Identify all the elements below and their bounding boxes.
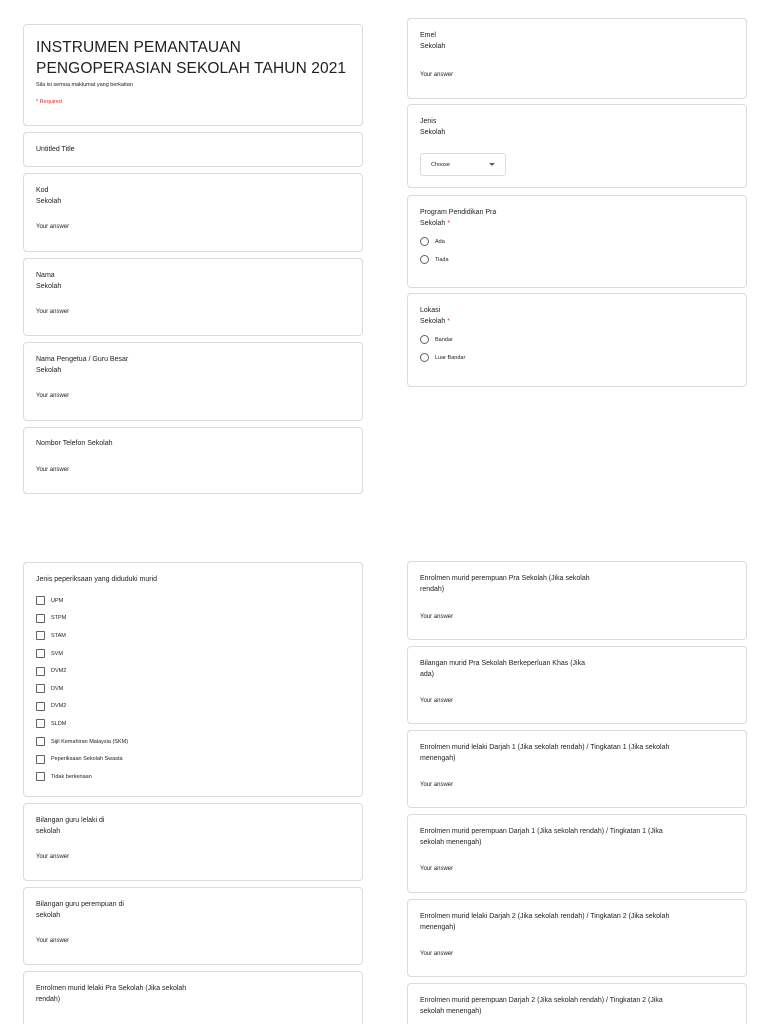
question-jenis-peperiksaan [23,562,363,797]
radio-option-ada[interactable] [420,237,734,246]
question-enrolmen-d2-perempuan [407,983,747,1024]
answer-input[interactable]: Your answer [420,866,454,872]
question-enrolmen-pra-lelaki [23,971,363,1024]
untitled-title: Untitled Title [36,146,75,153]
question-label: Enrolmen murid perempuan Pra Sekolah (Jika sekolah rendah) [420,575,590,593]
form-title: INSTRUMEN PEMANTAUAN PENGOPERASIAN SEKOLAH TAHUN 2021 [36,39,347,77]
answer-input[interactable]: Your answer [420,72,454,78]
question-label: Jenis Sekolah [420,118,446,136]
question-label: Enrolmen murid lelaki Pra Sekolah (Jika sekolah rendah) [36,985,187,1003]
radio-option-bandar[interactable] [420,335,734,344]
checkbox-option[interactable] [36,750,350,768]
option-label: DVM2 [51,668,67,675]
untitled-section-card [23,132,363,167]
question-label: Bilangan guru lelaki di sekolah [36,817,105,835]
question-nombor-telefon [23,427,363,494]
answer-input[interactable]: Your answer [36,467,70,473]
checkbox-icon [36,755,45,764]
checkbox-option[interactable] [36,592,350,610]
question-guru-lelaki [23,803,363,881]
checkbox-option[interactable] [36,680,350,698]
answer-input[interactable]: Your answer [420,614,454,620]
question-label: Bilangan guru perempuan di sekolah [36,901,124,919]
label-text: Program Pendidikan Pra Sekolah [420,209,497,227]
checkbox-icon [36,772,45,781]
answer-input[interactable]: Your answer [36,224,70,230]
answer-input[interactable]: Your answer [420,782,454,788]
question-enrolmen-d1-perempuan [407,814,747,893]
option-label: SVM [51,650,63,657]
question-label: Nombor Telefon Sekolah [36,440,113,447]
checkbox-option[interactable] [36,662,350,680]
form-description: Sila isi semua maklumat yang berkaitan [36,82,133,88]
option-label: DVM [51,685,64,692]
checkbox-icon [36,684,45,693]
question-label: Kod Sekolah [36,187,62,205]
required-note: * Required [36,99,62,105]
question-label: Enrolmen murid perempuan Darjah 1 (Jika sekolah rendah) / Tingkatan 1 (Jika sekolah menengah) [420,828,663,846]
required-asterisk: * [447,220,450,227]
question-kod-sekolah [23,173,363,252]
chevron-down-icon [489,163,495,166]
question-bilangan-khas [407,646,747,724]
question-enrolmen-d1-lelaki [407,730,747,808]
checkbox-icon [36,649,45,658]
checkbox-icon [36,631,45,640]
option-label: STPM [51,615,67,622]
option-label: Tiada [435,256,449,263]
option-label: Peperiksaan Sekolah Swasta [51,756,123,763]
checkbox-option[interactable] [36,715,350,733]
question-program-prasekolah [407,195,747,288]
required-asterisk: * [447,318,450,325]
checkbox-icon [36,667,45,676]
question-nama-sekolah [23,258,363,336]
checkbox-icon [36,614,45,623]
option-label: UPM [51,597,64,604]
question-label: Emel Sekolah [420,32,446,50]
dropdown-value: Choose [431,161,450,168]
radio-circle-icon [420,255,429,264]
jenis-dropdown[interactable] [420,153,506,176]
checkbox-option[interactable] [36,645,350,663]
option-label: Ada [435,238,445,245]
question-jenis-sekolah [407,104,747,188]
option-label: Tidak berkenaan [51,773,92,780]
radio-circle-icon [420,335,429,344]
answer-input[interactable]: Your answer [420,951,454,957]
option-label: DVM2 [51,703,67,710]
checkbox-icon [36,719,45,728]
answer-input[interactable]: Your answer [36,854,70,860]
checkbox-option[interactable] [36,733,350,751]
question-nama-pengetua [23,342,363,421]
checkbox-option[interactable] [36,768,350,786]
option-label: SLDM [51,720,67,727]
radio-circle-icon [420,237,429,246]
option-label: Bandar [435,336,453,343]
checkbox-icon [36,702,45,711]
question-label: Bilangan murid Pra Sekolah Berkeperluan Khas (Jika ada) [420,660,585,678]
question-guru-perempuan [23,887,363,965]
question-lokasi-sekolah [407,293,747,387]
answer-input[interactable]: Your answer [420,698,454,704]
checkbox-option[interactable] [36,698,350,716]
question-label [420,305,734,327]
question-label: Enrolmen murid lelaki Darjah 2 (Jika sekolah rendah) / Tingkatan 2 (Jika sekolah menengah) [420,913,670,931]
checkbox-icon [36,737,45,746]
question-label: Enrolmen murid perempuan Darjah 2 (Jika sekolah rendah) / Tingkatan 2 (Jika sekolah menengah) [420,997,663,1015]
question-label [420,207,734,229]
form-header-card [23,24,363,126]
answer-input[interactable]: Your answer [36,393,70,399]
option-label: Sijil Kemahiran Malaysia (SKM) [51,738,129,745]
radio-option-luar-bandar[interactable] [420,353,734,362]
radio-circle-icon [420,353,429,362]
checkbox-icon [36,596,45,605]
option-label: STAM [51,632,66,639]
option-label: Luar Bandar [435,354,466,361]
radio-option-tiada[interactable] [420,255,734,264]
checkbox-option[interactable] [36,610,350,628]
question-emel-sekolah [407,18,747,99]
question-label: Nama Pengetua / Guru Besar Sekolah [36,356,129,374]
question-enrolmen-d2-lelaki [407,899,747,977]
question-label: Enrolmen murid lelaki Darjah 1 (Jika sekolah rendah) / Tingkatan 1 (Jika sekolah menengah) [420,744,670,762]
checkbox-option[interactable] [36,627,350,645]
answer-input[interactable]: Your answer [36,309,70,315]
label-text: Lokasi Sekolah [420,307,446,325]
question-enrolmen-pra-perempuan [407,561,747,640]
answer-input[interactable]: Your answer [36,938,70,944]
question-label: Jenis peperiksaan yang diduduki murid [36,576,158,583]
question-label: Nama Sekolah [36,272,62,290]
